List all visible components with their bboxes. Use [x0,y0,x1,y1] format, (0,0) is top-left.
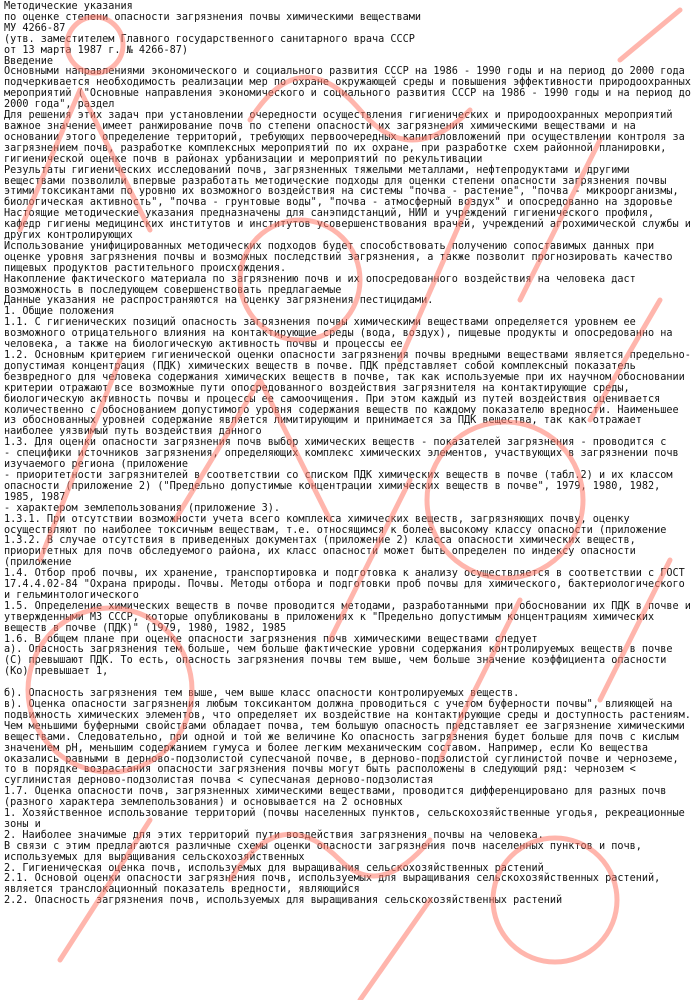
text-paragraph: а). Опасность загрязнения тем больше, чем больше фактические уровни содержания контролируемых веществ в почве (С) превышают ПДК. То есть, опасность загрязнения почвы тем выше, чем больше значение коэффициента опасности (Ко) превышает 1, [4,644,679,678]
text-paragraph: 1.6. В общем плане при оценке опасности загрязнения почв химическими веществами следует [4,633,538,645]
text-paragraph: - специфики источников загрязнения, определяющих комплекс химических элементов, участвующих в загрязнении почв изучаемого региона (приложение [4,448,685,471]
text-paragraph: МУ 4266-87 [4,22,66,34]
text-paragraph: 1.3.2. В случае отсутствия в приведенных документах (приложение 2) класса опасности химических веществ, приоритетных для почв обследуемого района, их класс опасности может быть определен по индексу опасности (приложение [4,535,642,569]
text-paragraph: Для решения этих задач при установлении очередности осуществления гигиенических и природоохранных мероприятий важное значение имеет ранжирование почв по степени опасности их загрязнения химическими веществами и на основании этого определение территорий, требующих первоочередных капиталовложений при осуществлении контроля за загрязнением почв, разработке комплексных мероприятий по их охране, при разработке схем районной планировки, гигиенической оценке почв в районах урбанизации и мероприятий по рекультивации [4,110,691,165]
text-paragraph: 1.1. С гигиенических позиций опасность загрязнения почвы химическими веществами определяется уровнем ее возможного отрицательного влияния на контактирующие среды (вода, воздух), пищевые продукты и опосредованно на человека, а также на биологическую активность почвы и процессы ее [4,317,679,351]
text-paragraph: В связи с этим предлагаются различные схемы оценки опасности загрязнения почв населенных пунктов и почв, используемых для выращивания сельскохозяйственных [4,840,649,863]
text-paragraph: 2.1. Основой оценки опасности загрязнения почв, используемых для выращивания сельскохозяйственных растений, является транслокационный показатель вредности, являющийся [4,873,667,896]
text-paragraph: по оценке степени опасности загрязнения почвы химическими веществами [4,11,422,23]
text-paragraph: б). Опасность загрязнения тем выше, чем выше класс опасности контролируемых веществ. [4,688,520,700]
text-paragraph: 2. Гигиеническая оценка почв, используемых для выращивания сельскохозяйственных растений [4,862,544,874]
text-paragraph: 1. Хозяйственное использование территорий (почвы населенных пунктов, сельскохозяйственные угодья, рекреационные зоны и [4,808,691,830]
text-paragraph: 1.2. Основным критерием гигиенической оценки опасности загрязнения почвы вредными веществами является предельно-допустимая концентрация (ПДК) химических веществ в почве. ПДК представляет собой комплексный показатель безвредного для человека содержания химических веществ в почве, так как используемые при их научном обосновании критерии отражают все возможные пути опосредованного воздействия загрязнителя на контактирующие среды, биологическую активность почвы и процессы ее самоочищения. При этом каждый из путей воздействия оценивается количественно с обоснованием допустимого уровня содержания веществ по каждому показателю вредности. Наименьшее из обоснованных уровней содержание является лимитирующим и принимается за ПДК вещества, так как отражает наиболее уязвимый путь воздействия данного [4,350,691,438]
text-paragraph: 1.7. Оценка опасности почв, загрязненных химическими веществами, проводится дифференцировано для разных почв (разного характера землепользования) и основывается на 2 основных [4,786,673,809]
text-paragraph: Введение [4,55,54,67]
text-paragraph: Настоящие методические указания предназначены для санэпидстанций, НИИ и учреждений гигиенического профиля, кафедр гигиены медицинских институтов и институтов усовершенствования врачей, учреждений агрохимической службы и других контролирующих [4,208,698,242]
text-paragraph: - характером землепользования (приложение 3). [4,502,281,514]
text-paragraph: Результаты гигиенических исследований почв, загрязненных тяжелыми металлами, нефтепродуктами и другими веществами позволили впервые разработать методические подходы для оценки степени опасности загрязнения почвы этими токсикантами по уровню их возможного воздействия на системы "почва - растение", "почва - микроорганизмы, биологическая активность", "почва - грунтовые воды", "почва - атмосферный воздух" и опосредованно на здоровье [4,164,685,209]
text-paragraph: - приоритетности загрязнителей в соответствии со списком ПДК химических веществ в почве (табл.2) и их классом опасности (приложение 2) ("Предельно допустимые концентрации химических веществ в почве", 1979, 1980, 1982, 1985, 1987 [4,469,679,503]
text-paragraph: 2. Наиболее значимые для этих территорий пути воздействия загрязнения почвы на человека. [4,829,544,841]
text-paragraph: Накопление фактического материала по загрязнению почв и их опосредованного воздействия на человека даст возможность в последующем совершенствовать предлагаемые [4,273,642,296]
text-paragraph: 1.4. Отбор проб почвы, их хранение, транспортировка и подготовка к анализу осуществляется в соответствии с ГОСТ 17.4.4.02-84 "Охрана природы. Почвы. Методы отбора и подготовки проб почвы для химического, бактериологического и гельминтологического [4,568,691,601]
text-paragraph: от 13 марта 1987 г. № 4266-87) [4,44,189,56]
document-body [4,2,696,998]
text-paragraph: 2.2. Опасность загрязнения почв, используемых для выращивания сельскохозяйственных растений [4,895,563,907]
text-paragraph: в). Оценка опасности загрязнения любым токсикантом должна проводиться с учетом буферности почвы", влияющей на подвижность химических элементов, что определяет их воздействие на контактирующие среды и доступность растениям. Чем меньшими буферными свойствами обладает почва, тем большую опасность представляет ее загрязнение химическими веществами. Следовательно, при одной и той же величине Ко опасность загрязнения будет больше для почв с кислым значением pH, меньшим содержанием гумуса и более легким механическим составом. Например, если Ко вещества оказались равными в дерново-подзолистой супесчаной почве, в дерново-подзолистой суглинистой почве и черноземе, то в порядке возрастания опасности загрязнения почвы могут быть расположены в следующий ряд: чернозем < суглинистая дерново-подзолистая почва < супесчаная дерново-подзолистая [4,698,698,787]
text-paragraph: Использование унифицированных методических подходов будет способствовать получению сопоставимых данных при оценке уровня загрязнения почвы и возможных последствий загрязнения, а также позволит прогнозировать качество пищевых продуктов растительного происхождения. [4,240,679,274]
text-paragraph: 1.3. Для оценки опасности загрязнения почв выбор химических веществ - показателей загрязнения - проводится с [4,437,667,449]
text-paragraph: 1.5. Определение химических веществ в почве проводится методами, разработанными при обосновании их ПДК в почве и утвержденными МЗ СССР, которые опубликованы в приложениях к "Предельно допустимым концентрациям химических веществ в почве (ПДК)" (1979, 1980, 1982, 1985 [4,600,698,634]
text-paragraph: 1.3.1. При отсутствии возможности учета всего комплекса химических веществ, загрязняющих почву, оценку осуществляют по наиболее токсичным веществам, т.е. относящимся к более высокому классу опасности (приложение [4,513,667,536]
text-paragraph: Основными направлениями экономического и социального развития СССР на 1986 - 1990 годы и на период до 2000 года подчеркивается необходимость реализации мер по охране окружающей среды и повышения эффективности природоохранных мероприятий ("Основные направления экономического и социального развития СССР на 1986 - 1990 годы и на период до 2000 года", раздел [4,66,698,111]
text-paragraph: (утв. заместителем Главного государственного санитарного врача СССР [4,33,415,45]
text-paragraph: Методические указания [4,1,133,12]
text-paragraph: Данные указания не распространяются на оценку загрязнения пестицидами. [4,295,434,307]
text-paragraph: 1. Общие положения [4,306,115,318]
